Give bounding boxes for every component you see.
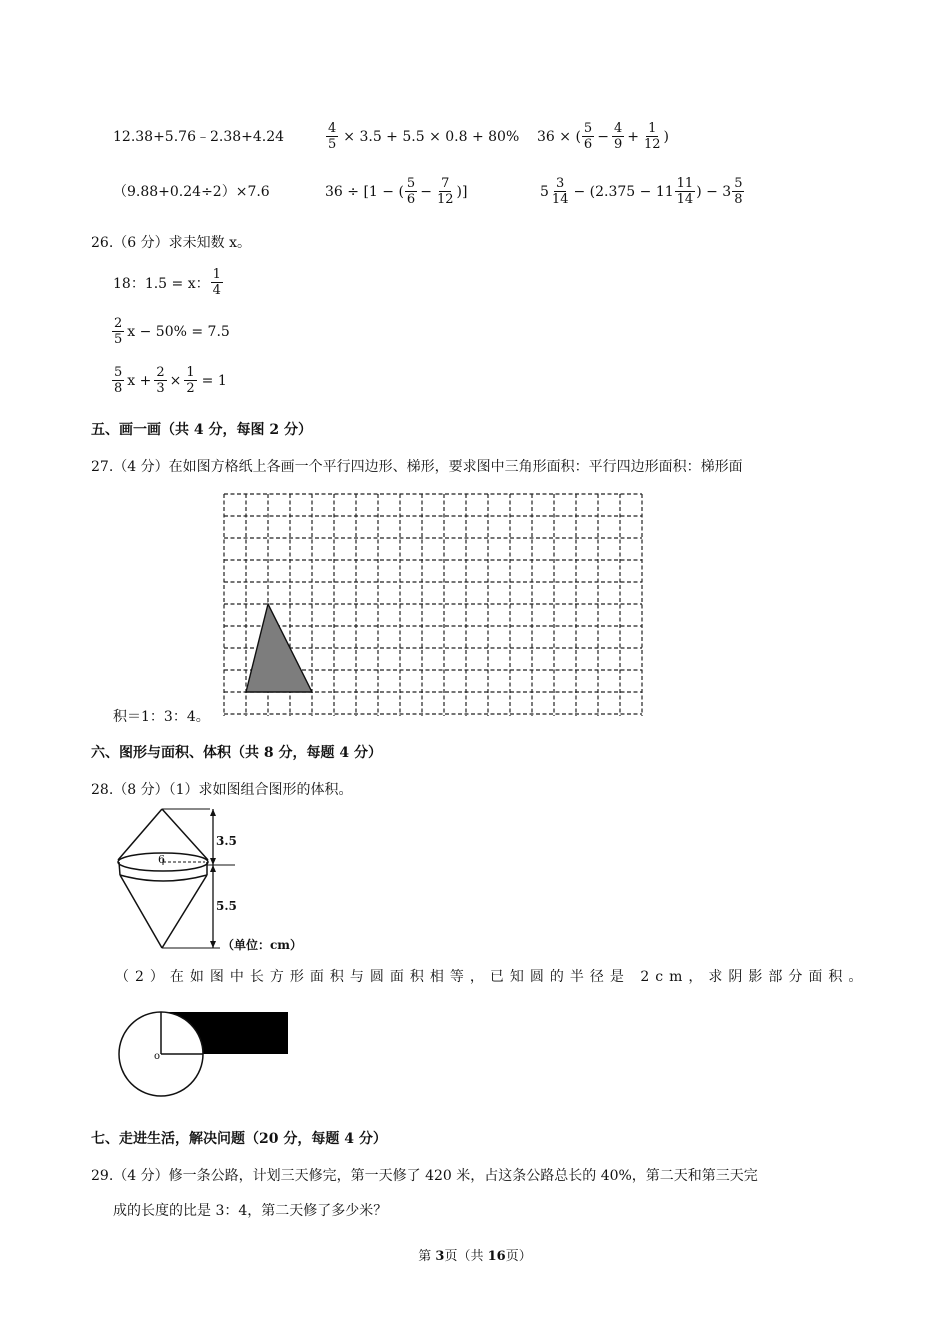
q28-text-2: （2）在如图中长方形面积与圆面积相等，已知圆的半径是 2cm，求阴影部分面积。 <box>115 969 869 985</box>
grid-paper-figure <box>222 491 648 719</box>
page-footer: 第 3页（共 16页） <box>418 1249 532 1264</box>
calc-r1c3: 36 × ( $\frac{5}{6}$ − $\frac{4}{9}$ + $\frac{1}{12}$ ) <box>537 121 669 152</box>
dim-radius: 6 <box>158 853 165 866</box>
q27-text: 27.（4 分）在如图方格纸上各画一个平行四边形、梯形，要求图中三角形面积：平行四边形面积：梯形面 <box>91 459 743 475</box>
q29-line-2: 成的长度的比是 3：4，第二天修了多少米？ <box>113 1203 388 1219</box>
calc-r2c1: （9.88+0.24÷2）×7.6 <box>113 184 270 200</box>
calc-r2c3: 5 $\frac{3}{14}$ − (2.375 − 11 $\frac{11}{14}$ ) − 3 $\frac{5}{8}$ <box>540 176 743 207</box>
dim-lower-height: 5.5 <box>216 899 237 913</box>
q26-title: 26.（6 分）求未知数 x。 <box>91 235 251 251</box>
q26-eq1: 18：1.5 = x： $\frac{1}{4}$ <box>113 267 221 298</box>
q27-text-cont: 积＝1：3：4。 <box>113 706 213 726</box>
q26-eq3: $\frac{5}{8}$ x + $\frac{2}{3}$ × $\frac{1}{2}$ = 1 <box>114 365 227 396</box>
q29-line-1: 29.（4 分）修一条公路，计划三天修完，第一天修了 420 米，占这条公路总长的 40%，第二天和第三天完 <box>91 1168 758 1184</box>
q28-text-1: 28.（8 分）（1）求如图组合图形的体积。 <box>91 782 353 798</box>
calc-r2c2: 36 ÷ [1 − ( $\frac{5}{6}$ − $\frac{7}{12}$ )] <box>325 176 468 207</box>
page-number: 3 <box>435 1249 445 1264</box>
calc-r1c1: 12.38+5.76﹣2.38+4.24 <box>113 129 285 145</box>
unit-label: （单位：cm） <box>222 938 303 952</box>
q26-eq2: $\frac{2}{5}$ x − 50% = 7.5 <box>114 316 230 347</box>
fraction: $\frac{4}{5}$ <box>328 121 337 152</box>
page-total: 16 <box>487 1249 506 1264</box>
circle-rectangle-figure <box>115 1008 295 1104</box>
section-7-title: 七、走进生活，解决问题（20 分，每题 4 分） <box>91 1131 387 1147</box>
calc-r1c2: $\frac{4}{5}$ × 3.5 + 5.5 × 0.8 + 80% <box>328 121 520 152</box>
section-6-title: 六、图形与面积、体积（共 8 分，每题 4 分） <box>91 745 382 761</box>
dim-upper-height: 3.5 <box>216 834 237 848</box>
svg-text:o: o <box>154 1051 161 1062</box>
composite-solid-figure <box>110 806 340 956</box>
section-5-title: 五、画一画（共 4 分，每图 2 分） <box>91 422 312 438</box>
